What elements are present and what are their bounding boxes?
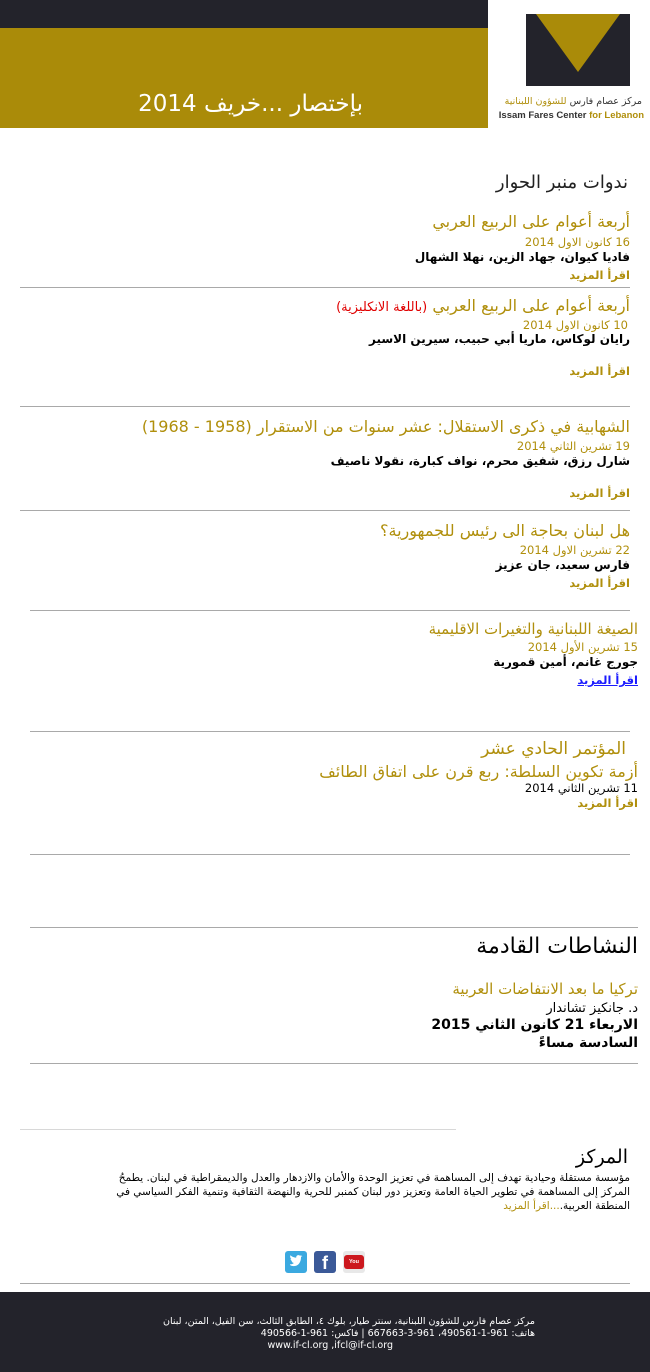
forum-item-speakers: فارس سعيد، جان عزيز	[495, 558, 630, 572]
conference-title[interactable]: أزمة تكوين السلطة: ربع قرن على اتفاق الطائف	[319, 762, 638, 781]
forum-item-date: 19 تشرين الثاني 2014	[516, 439, 630, 453]
forum-item-title[interactable]: الصيغة اللبنانية والتغيرات الاقليمية	[428, 620, 638, 638]
forum-item-date: 22 تشرين الاول 2014	[519, 543, 630, 557]
upcoming-event-title[interactable]: تركيا ما بعد الانتفاضات العربية	[452, 980, 638, 998]
divider	[20, 1129, 456, 1130]
divider	[20, 1283, 630, 1284]
footer-address: مركز عصام فارس للشؤون اللبنانية، سنتر طيار، بلوك ٤، الطابق الثالث، سن الفيل، المتن، لبنان	[163, 1316, 535, 1327]
read-more-link[interactable]: اقرأ المزيد	[569, 268, 630, 282]
divider	[30, 854, 630, 855]
center-description-line: المركز إلى المساهمة في تطوير الحياة العامة وتعزيز دور لبنان كمنبر للحرية والنهضة الثقافية وتنمية الفكر السياسي في	[116, 1186, 630, 1198]
read-more-link[interactable]: اقرأ المزيد	[569, 364, 630, 378]
center-read-more-link[interactable]: ...اقرأ المزيد	[503, 1200, 560, 1212]
forum-item-title[interactable]: هل لبنان بحاجة الى رئيس للجمهورية؟	[380, 521, 630, 540]
forum-item-date: 16 كانون الاول 2014	[524, 235, 630, 249]
footer-web[interactable]: www.if-cl.org ,ifcl@if-cl.org	[267, 1340, 393, 1351]
page-title: بإختصار ...خريف 2014	[138, 91, 363, 117]
youtube-label: You Tube	[344, 1255, 364, 1269]
top-dark-bar	[0, 0, 488, 28]
conference-date: 11 تشرين الثاني 2014	[524, 781, 638, 795]
forum-item-speakers: رايان لوكاس، ماريا أبي حبيب، سيرين الاسير	[369, 332, 630, 346]
divider	[30, 1063, 638, 1064]
divider	[20, 510, 630, 511]
forum-item-date: 15 تشرين الأول 2014	[527, 640, 638, 654]
forum-item-date: 10 كانون الاول 2014	[522, 318, 628, 332]
divider	[30, 610, 630, 611]
center-description-line: مؤسسة مستقلة وحيادية تهدف إلى المساهمة في تعزيز الوحدة والأمان والازدهار والعدل والديمقراطية في لبنان. يطمحُ	[118, 1172, 630, 1184]
read-more-link[interactable]: اقرأ المزيد	[569, 486, 630, 500]
forum-item-title[interactable]: أربعة أعوام على الربيع العربي	[432, 212, 630, 231]
footer-phones: هاتف: 961-1-490561، 961-3-667663 | فاكس: 961-1-490566	[260, 1328, 535, 1339]
upcoming-date: الاربعاء 21 كانون الثاني 2015	[431, 1017, 638, 1033]
logo-english-text: Issam Fares Center for Lebanon	[498, 110, 644, 121]
center-logo-icon	[526, 14, 630, 86]
header-banner	[0, 28, 488, 128]
forum-item-title[interactable]: أربعة أعوام على الربيع العربي (باللغة الانكليزية)	[336, 296, 630, 315]
twitter-icon[interactable]	[285, 1251, 307, 1273]
divider	[20, 287, 630, 288]
footer	[0, 1292, 650, 1372]
divider	[30, 927, 638, 928]
read-more-link[interactable]: اقرأ المزيد	[577, 796, 638, 810]
facebook-glyph: f	[322, 1253, 328, 1273]
language-note: (باللغة الانكليزية)	[336, 300, 428, 315]
read-more-link[interactable]: اقرأ المزيد	[577, 673, 638, 687]
conference-heading: المؤتمر الحادي عشر	[481, 739, 626, 759]
forum-item-speakers: جورج غانم، أمين قمورية	[493, 655, 638, 669]
forum-item-speakers: شارل رزق، شفيق محرم، نواف كبارة، نقولا ناصيف	[330, 454, 630, 468]
logo-arabic-text: مركز عصام فارس للشؤون اللبنانية	[504, 96, 642, 107]
center-heading: المركز	[575, 1146, 628, 1168]
facebook-icon[interactable]	[314, 1251, 336, 1273]
center-description-line: المنطقة العربية....اقرأ المزيد	[503, 1200, 630, 1212]
divider	[20, 406, 630, 407]
youtube-icon[interactable]	[343, 1251, 365, 1279]
upcoming-speaker: د. جانكيز تشاندار	[546, 1001, 638, 1016]
forum-item-speakers: فاديا كيوان، جهاد الزين، نهلا الشهال	[414, 250, 630, 264]
divider	[30, 731, 630, 732]
read-more-link[interactable]: اقرأ المزيد	[569, 576, 630, 590]
upcoming-heading: النشاطات القادمة	[476, 934, 638, 959]
upcoming-time: السادسة مساءً	[538, 1035, 638, 1051]
forum-heading: ندوات منبر الحوار	[495, 172, 628, 193]
forum-item-title[interactable]: الشهابية في ذكرى الاستقلال: عشر سنوات من الاستقرار (1958 - 1968)	[141, 417, 630, 436]
